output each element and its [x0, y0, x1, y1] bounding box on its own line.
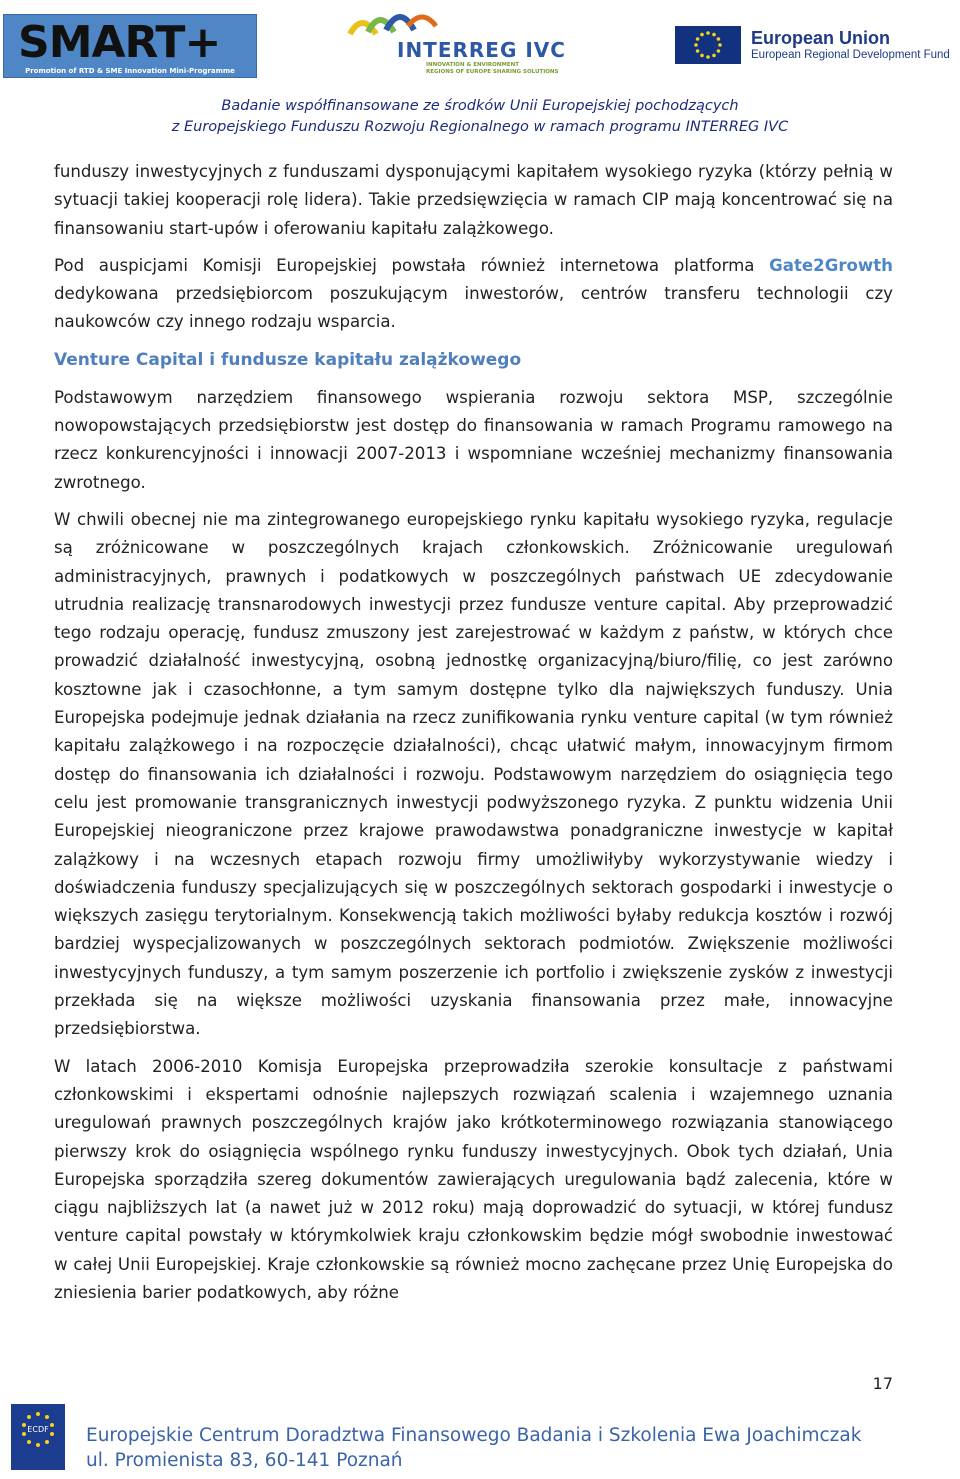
paragraph-2-start: Pod auspicjami Komisji Europejskiej powstała również internetowa platforma: [54, 255, 770, 275]
ecdf-logo-text: ECDF: [27, 1425, 49, 1434]
eu-flag-icon: [675, 26, 741, 64]
document-body: [54, 158, 893, 1316]
interreg-logo: [342, 4, 612, 80]
paragraph-3: Podstawowym narzędziem finansowego wspierania rozwoju sektora MSP, szczególnie nowopowstających przedsiębiorstw jest dostęp do finansowania w ramach Programu ramowego na rzecz konkurencyjności i innowacji 2007-2013 i wspomniane wcześniej mechanizmy finansowania zwrotnego.: [54, 387, 893, 492]
footer-address: [86, 1423, 861, 1473]
interreg-tagline-2: REGIONS OF EUROPE SHARING SOLUTIONS: [426, 69, 559, 75]
page-number: 17: [872, 1374, 893, 1393]
paragraph-4: W chwili obecnej nie ma zintegrowanego europejskiego rynku kapitału wysokiego ryzyka, regulacje są zróżnicowane w poszczególnych krajach członkowskich. Zróżnicowanie uregulowań administracyjnych, prawnych i podatkowych w poszczególnych państwach UE zdecydowanie utrudnia realizację transnarodowych inwestycji przez fundusze venture capital. Aby przeprowadzić tego rodzaju operację, fundusz zmuszony jest zarejestrować w każdym z państw, w których chce prowadzić działalność inwestycyjną, osobną jednostkę organizacyjną/biuro/filię, co jest zarówno kosztowne jak i czasochłonne, a tym samym dostępne tylko dla największych funduszy. Unia Europejska podejmuje jednak działania na rzecz zunifikowania rynku venture capital (w tym również kapitału zalążkowego i na rozpoczęcie działalności), chcąc ułatwić małym, innowacyjnym firmom dostęp do finansowania ich działalności i rozwoju. Podstawowym narzędziem do osiągnięcia tego celu jest promowanie transgranicznych inwestycji podwyższonego ryzyka. Z punktu widzenia Unii Europejskiej nieograniczone przez krajowe prawodawstwa ponadgraniczne inwestycje w kapitał zalążkowy i na wczesnych etapach rozwoju firmy umożliwiłyby wykorzystywanie wiedzy i doświadczenia funduszy specjalizujących się w poszczególnych sektorach gospodarki i inwestycje o większych zasięgu terytorialnym. Konsekwencją takich możliwości byłaby redukcja kosztów i rozwój bardziej wyspecjalizowanych w poszczególnych sektorach podmiotów. Zwiększenie możliwości inwestycyjnych funduszy, a tym samym poszerzenie ich portfolio i zwiększenie zysków z inwestycji przekłada się na większe możliwości uzyskania finansowania przez małe, innowacyjne przedsiębiorstwa.: [54, 509, 893, 1039]
smart-logo-text: SMART+: [18, 17, 221, 68]
paragraph-2: [54, 252, 893, 337]
smart-logo-subtitle: Promotion of RTD & SME Innovation Mini-Programme: [25, 67, 235, 75]
paragraph-2-end: dedykowana przedsiębiorcom poszukującym inwestorów, centrów transferu technologii czy naukowców czy innego rodzaju wsparcia.: [54, 284, 893, 332]
interreg-tagline: [426, 62, 558, 76]
interreg-title: INTERREG IVC: [397, 38, 566, 62]
footer-street: ul. Promienista 83, 60-141 Poznań: [86, 1450, 403, 1471]
smart-plus-logo: [3, 14, 257, 78]
paragraph-5: W latach 2006-2010 Komisja Europejska przeprowadziła szerokie konsultacje z państwami członkowskimi i ekspertami odnośnie najlepszych rozwiązań scalenia i wzajemnego uznania uregulowań prawnych poszczególnych krajów jako krótkoterminowego rozwiązania stanowiącego pierwszy krok do osiągnięcia wspólnego rynku funduszy inwestycyjnych. Obok tych działań, Unia Europejska sporządziła szereg dokumentów zawierających uregulowania bądź zalecenia, które w ciągu najbliższych lat (a nawet już w 2012 roku) mają doprowadzić do sytuacji, w której fundusz venture capital powstały w którymkolwiek kraju członkowskim będzie mógł swobodnie inwestować w całej Unii Europejskiej. Kraje członkowskie są również mocno zachęcane przez Unię Europejska do zniesienia barier podatkowych, aby różne: [54, 1056, 893, 1302]
page-header: [0, 0, 960, 140]
eu-name: European Union: [751, 28, 890, 48]
footer-company: Europejskie Centrum Doradztwa Finansowego Badania i Szkolenia Ewa Joachimczak: [86, 1425, 862, 1446]
paragraph-1: funduszy inwestycyjnych z funduszami dysponującymi kapitałem wysokiego ryzyka (którzy pełnią w sytuacji takiej kooperacji rolę lidera). Takie przedsięwzięcia w ramach CIP mają koncentrować się na finansowaniu start-upów i oferowaniu kapitału zalążkowego.: [54, 162, 893, 238]
ecdf-logo: [11, 1404, 65, 1470]
funding-caption-line2: z Europejskiego Funduszu Rozwoju Regionalnego w ramach programu INTERREG IVC: [171, 119, 789, 135]
european-union-logo: [675, 26, 960, 66]
eu-fund: European Regional Development Fund: [751, 49, 950, 61]
funding-caption: [0, 96, 960, 138]
interreg-tagline-1: INNOVATION & ENVIRONMENT: [426, 62, 519, 68]
funding-caption-line1: Badanie współfinansowane ze środków Unii Europejskiej pochodzących: [221, 98, 739, 114]
section-heading: Venture Capital i fundusze kapitału zalążkowego: [54, 349, 522, 370]
gate2growth-highlight: Gate2Growth: [769, 255, 893, 275]
